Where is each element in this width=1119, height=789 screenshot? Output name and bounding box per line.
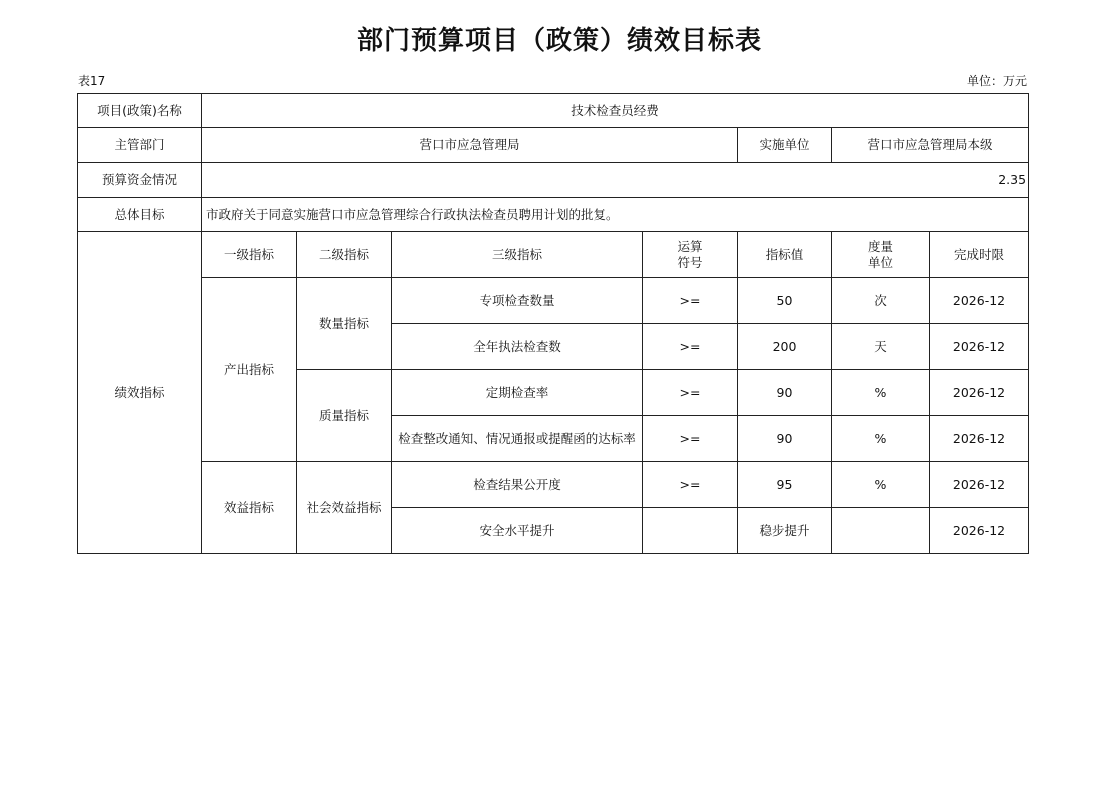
output-label: 产出指标 <box>202 278 297 462</box>
item-deadline: 2026-12 <box>930 278 1029 324</box>
item-operator: >= <box>643 278 738 324</box>
item-name: 定期检查率 <box>392 370 643 416</box>
item-operator: >= <box>643 416 738 462</box>
item-deadline: 2026-12 <box>930 416 1029 462</box>
item-value: 95 <box>738 462 832 508</box>
project-value: 技术检查员经费 <box>202 94 1029 128</box>
item-name: 专项检查数量 <box>392 278 643 324</box>
header-unit: 度量 单位 <box>832 232 930 278</box>
header-operator: 运算 符号 <box>643 232 738 278</box>
item-unit: % <box>832 462 930 508</box>
item-unit <box>832 508 930 554</box>
header-level2: 二级指标 <box>297 232 392 278</box>
row-project <box>78 94 1029 128</box>
impl-label: 实施单位 <box>738 128 832 163</box>
dept-label: 主管部门 <box>78 128 202 163</box>
table-row <box>78 278 1029 324</box>
item-name: 安全水平提升 <box>392 508 643 554</box>
performance-target-table <box>77 93 1029 554</box>
item-value: 90 <box>738 416 832 462</box>
item-unit: % <box>832 416 930 462</box>
goal-label: 总体目标 <box>78 198 202 232</box>
project-label: 项目(政策)名称 <box>78 94 202 128</box>
benefit-label: 效益指标 <box>202 462 297 554</box>
page-title: 部门预算项目（政策）绩效目标表 <box>356 26 762 56</box>
item-unit: 次 <box>832 278 930 324</box>
unit-label: 单位：万元 <box>966 74 1027 88</box>
item-deadline: 2026-12 <box>930 508 1029 554</box>
item-name: 检查结果公开度 <box>392 462 643 508</box>
item-value: 稳步提升 <box>738 508 832 554</box>
item-value: 50 <box>738 278 832 324</box>
item-name: 检查整改通知、情况通报或提醒函的达标率 <box>392 416 643 462</box>
row-dept <box>78 128 1029 163</box>
row-budget <box>78 163 1029 198</box>
perf-label: 绩效指标 <box>78 232 202 554</box>
item-deadline: 2026-12 <box>930 370 1029 416</box>
impl-value: 营口市应急管理局本级 <box>832 128 1029 163</box>
item-operator: >= <box>643 462 738 508</box>
table-number: 表17 <box>78 74 106 88</box>
item-operator <box>643 508 738 554</box>
budget-label: 预算资金情况 <box>78 163 202 198</box>
goal-value: 市政府关于同意实施营口市应急管理综合行政执法检查员聘用计划的批复。 <box>202 198 1029 232</box>
quantity-label: 数量指标 <box>297 278 392 370</box>
social-label: 社会效益指标 <box>297 462 392 554</box>
item-unit: % <box>832 370 930 416</box>
item-deadline: 2026-12 <box>930 462 1029 508</box>
item-name: 全年执法检查数 <box>392 324 643 370</box>
row-goal <box>78 198 1029 232</box>
item-operator: >= <box>643 324 738 370</box>
item-unit: 天 <box>832 324 930 370</box>
item-operator: >= <box>643 370 738 416</box>
item-deadline: 2026-12 <box>930 324 1029 370</box>
header-level3: 三级指标 <box>392 232 643 278</box>
item-value: 200 <box>738 324 832 370</box>
dept-value: 营口市应急管理局 <box>202 128 738 163</box>
header-value: 指标值 <box>738 232 832 278</box>
item-value: 90 <box>738 370 832 416</box>
table-row <box>78 462 1029 508</box>
budget-value: 2.35 <box>202 163 1029 198</box>
quality-label: 质量指标 <box>297 370 392 462</box>
header-level1: 一级指标 <box>202 232 297 278</box>
header-deadline: 完成时限 <box>930 232 1029 278</box>
perf-header-row <box>78 232 1029 278</box>
